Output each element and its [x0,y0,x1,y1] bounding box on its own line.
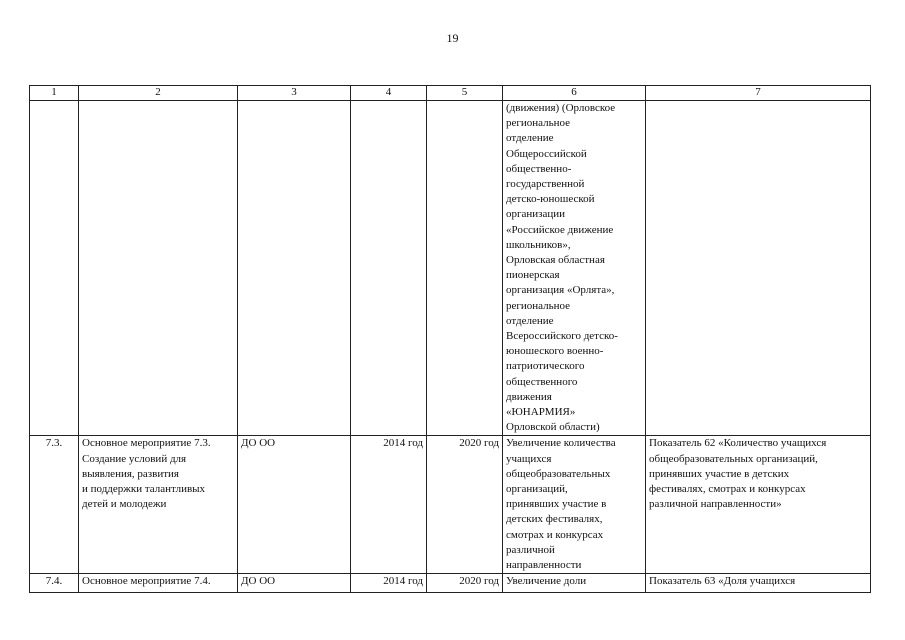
column-header: 5 [427,86,503,101]
start-year: 2014 год [351,574,427,593]
indicator [646,101,871,436]
column-header: 2 [79,86,238,101]
expected-result: Увеличение доли [503,574,646,593]
column-header: 6 [503,86,646,101]
indicator: Показатель 62 «Количество учащихся общеобразовательных организаций, принявших участие в детских фестивалях, смотрах и конкурсах различной направленности» [646,436,871,574]
page-number: 19 [446,31,459,45]
column-header: 4 [351,86,427,101]
executor [238,101,351,436]
measure-name: Основное мероприятие 7.4. [79,574,238,593]
column-header: 3 [238,86,351,101]
end-year: 2020 год [427,436,503,574]
column-header: 1 [30,86,79,101]
measure-name: Основное мероприятие 7.3. Создание условий для выявления, развития и поддержки талантливых детей и молодежи [79,436,238,574]
table-header-row [30,86,871,101]
measure-name [79,101,238,436]
row-number [30,101,79,436]
table-row [30,574,871,593]
row-number: 7.3. [30,436,79,574]
row-number: 7.4. [30,574,79,593]
executor: ДО ОО [238,436,351,574]
start-year [351,101,427,436]
expected-result: Увеличение количества учащихся общеобразовательных организаций, принявших участие в детских фестивалях, смотрах и конкурсах различной направленности [503,436,646,574]
table-row [30,436,871,574]
end-year [427,101,503,436]
indicator: Показатель 63 «Доля учащихся [646,574,871,593]
measures-table [29,85,871,593]
column-header: 7 [646,86,871,101]
executor: ДО ОО [238,574,351,593]
start-year: 2014 год [351,436,427,574]
end-year: 2020 год [427,574,503,593]
table-row [30,101,871,436]
expected-result: (движения) (Орловское региональное отделение Общероссийской общественно- государственной детско-юношеской организации «Российское движение школьников», Орловская областная пионерская организация «Орлята», региональное отделение Всероссийского детско- юношеского военно- патриотического общественного движения «ЮНАРМИЯ» Орловской области) [503,101,646,436]
